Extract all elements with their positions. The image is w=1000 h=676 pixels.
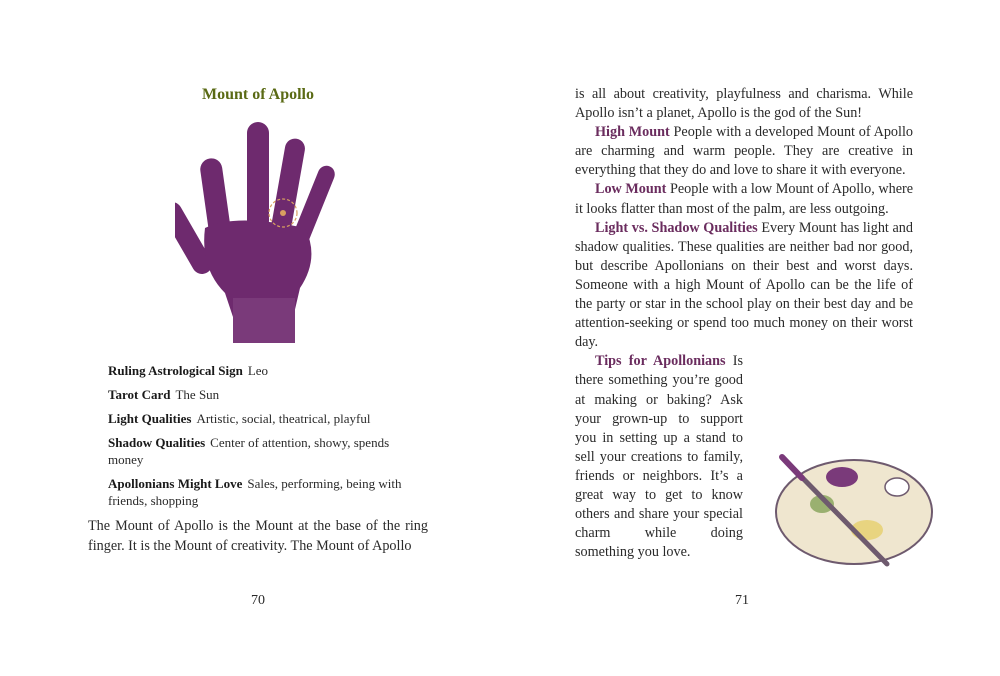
body-text: The Mount of Apollo is the Mount at the base of the ring finger. It is the Mount of creativity. The Mount of Apollo — [88, 518, 428, 554]
hand-illustration — [175, 118, 340, 348]
fact-item: Apollonians Might Love Sales, performing, being with friends, shopping — [108, 476, 402, 508]
page-number: 71 — [735, 593, 749, 608]
fact-item: Tarot Card The Sun — [108, 387, 220, 402]
section-tips: Tips for Apollonians Is there something you’re good at making or baking? Ask your grown-up to support you in setting up a stand to sell your creations to family, friends or neighbors. It’s a great way to get to know others and share your special charm while doing something you love. — [575, 353, 743, 561]
paint-palette-icon — [772, 452, 937, 572]
section-high-mount: High Mount People with a developed Mount of Apollo are charming and warm people. They are creative in everything that they do and love to share it with everyone. — [575, 124, 914, 179]
section-low-mount: Low Mount People with a low Mount of Apollo, where it looks flatter than most of the palm, are less outgoing. — [575, 181, 914, 217]
fact-item: Ruling Astrological Sign Leo — [108, 363, 269, 378]
fact-list — [108, 362, 408, 516]
right-page — [500, 0, 1000, 676]
fact-item: Light Qualities Artistic, social, theatrical, playful — [108, 411, 371, 426]
body-text: is all about creativity, playfulness and charisma. While Apollo isn’t a planet, Apollo is the god of the Sun! High Mount People with a developed Mount of Apollo are charming and warm people. They are creative in everything that they do and love to share it with everyone. Low Mount People with a low Mount of Apollo, where it looks flatter than most of the palm, are less outgoing. Light vs. Shadow Qualities Every Mount has light and shadow qualities. These qualities are neither bad nor good, but describe Apollonians on their best and worst days. Someone with a high Mount of Apollo can be the life of the party or star in the school play on their best day and be attention-seeking or spend too much money on their worst day. Tips for Apollonians Is there something you’re good at making or baking? Ask your grown-up to support you in setting up a stand to sell your creations to family, friends or neighbors. It’s a great way to get to know others and share your special charm while doing something you love. — [575, 85, 913, 562]
fact-item: Shadow Qualities Center of attention, showy, spends money — [108, 435, 390, 467]
page-title: Mount of Apollo — [201, 86, 314, 103]
section-light-shadow: Light vs. Shadow Qualities Every Mount has light and shadow qualities. These qualities are neither bad nor good, but describe Apollonians on their best and worst days. Someone with a high Mount of Apollo can be the life of the party or star in the school play on their best day and be attention-seeking or spend too much money on their worst day. — [575, 219, 913, 351]
page-number: 70 — [251, 593, 265, 608]
